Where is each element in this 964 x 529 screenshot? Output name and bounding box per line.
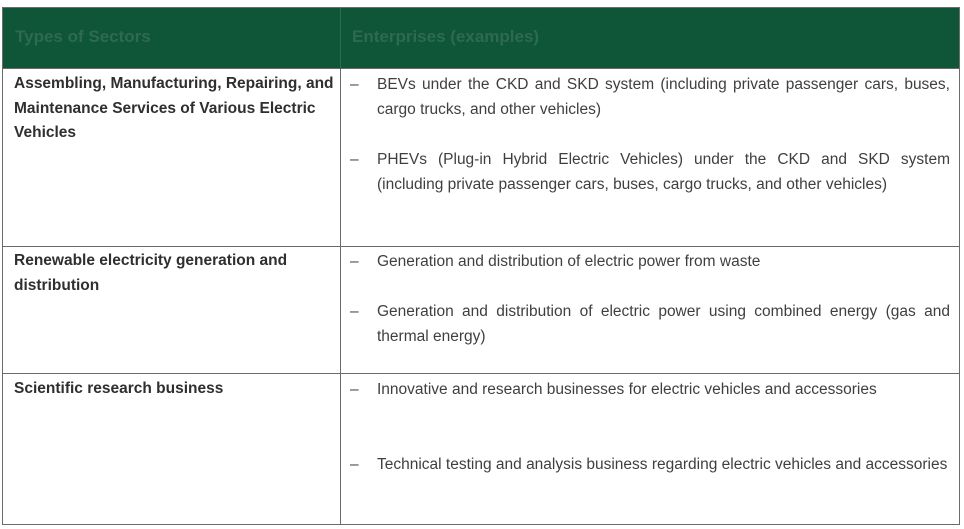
dash-bullet: – bbox=[350, 76, 359, 93]
item-text: Generation and distribution of electric power using combined energy (gas and thermal energy) bbox=[377, 303, 950, 345]
sector-cell: Assembling, Manufacturing, Repairing, and Maintenance Services of Various Electric Vehicles bbox=[14, 75, 334, 141]
header-enterprises: Enterprises (examples) bbox=[352, 27, 540, 46]
item-text: Generation and distribution of electric power from waste bbox=[377, 253, 761, 270]
header-types-of-sectors: Types of Sectors bbox=[15, 27, 151, 46]
item-text: Innovative and research businesses for electric vehicles and accessories bbox=[377, 381, 877, 398]
item-text: Technical testing and analysis business regarding electric vehicles and accessories bbox=[377, 456, 948, 473]
item-text: BEVs under the CKD and SKD system (including private passenger cars, buses, cargo trucks, and other vehicles) bbox=[377, 76, 950, 118]
dash-bullet: – bbox=[350, 151, 359, 168]
table-header bbox=[3, 8, 959, 69]
table-row bbox=[3, 247, 959, 374]
dash-bullet: – bbox=[350, 253, 359, 270]
dash-bullet: – bbox=[350, 456, 359, 473]
item-text: PHEVs (Plug-in Hybrid Electric Vehicles) under the CKD and SKD system (including private passenger cars, buses, cargo trucks, and other vehicles) bbox=[377, 151, 950, 193]
dash-bullet: – bbox=[350, 303, 359, 320]
header-divider bbox=[340, 8, 341, 69]
table-row bbox=[3, 374, 959, 525]
sectors-table bbox=[2, 7, 960, 525]
table-row bbox=[3, 69, 959, 247]
sector-cell: Scientific research business bbox=[14, 380, 224, 397]
sector-cell: Renewable electricity generation and distribution bbox=[14, 252, 288, 294]
dash-bullet: – bbox=[350, 381, 359, 398]
